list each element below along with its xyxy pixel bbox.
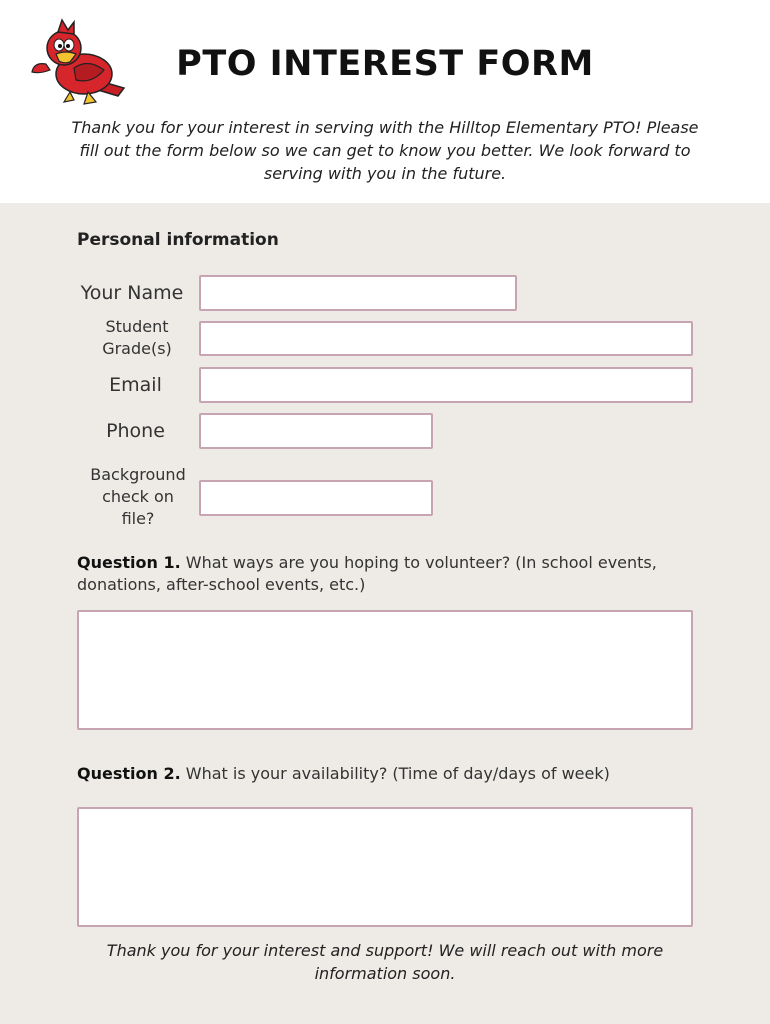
question-1 (77, 552, 697, 596)
question-1-number: Question 1. (77, 553, 181, 572)
question-2-number: Question 2. (77, 764, 181, 783)
intro-text: Thank you for your interest in serving with the Hilltop Elementary PTO! Please fill out the form below so we can get to know you better. We look forward to serving with you in the future. (71, 118, 699, 183)
closing-text: Thank you for your interest and support! We will reach out with more information soon. (106, 941, 664, 983)
background-check-label-line-3: file? (121, 509, 155, 528)
question-2-text: What is your availability? (Time of day/days of week) (180, 764, 610, 783)
form-header (0, 0, 770, 203)
page-title: PTO INTEREST FORM (176, 44, 594, 84)
section-title-personal: Personal information (77, 230, 279, 250)
grade-label-line-1: Student (105, 317, 169, 336)
cardinal-mascot-icon (26, 18, 128, 110)
question-2-answer[interactable] (77, 807, 693, 927)
question-1-answer[interactable] (77, 610, 693, 730)
background-check-label-line-1: Background (90, 465, 186, 484)
phone-field[interactable] (199, 413, 433, 449)
background-check-field[interactable] (199, 480, 433, 516)
question-1-text: What ways are you hoping to volunteer? (In school events, donations, after-school events, etc.) (77, 553, 657, 594)
background-check-label (78, 464, 198, 530)
email-label: Email (109, 374, 162, 396)
question-2 (77, 763, 697, 785)
background-check-label-line-2: check on (102, 487, 174, 506)
grade-label-line-2: Grade(s) (102, 339, 172, 358)
email-field[interactable] (199, 367, 693, 403)
name-field[interactable] (199, 275, 517, 311)
grade-label (78, 316, 196, 360)
name-label: Your Name (80, 282, 184, 304)
phone-label: Phone (106, 420, 165, 442)
grade-field[interactable] (199, 321, 693, 356)
